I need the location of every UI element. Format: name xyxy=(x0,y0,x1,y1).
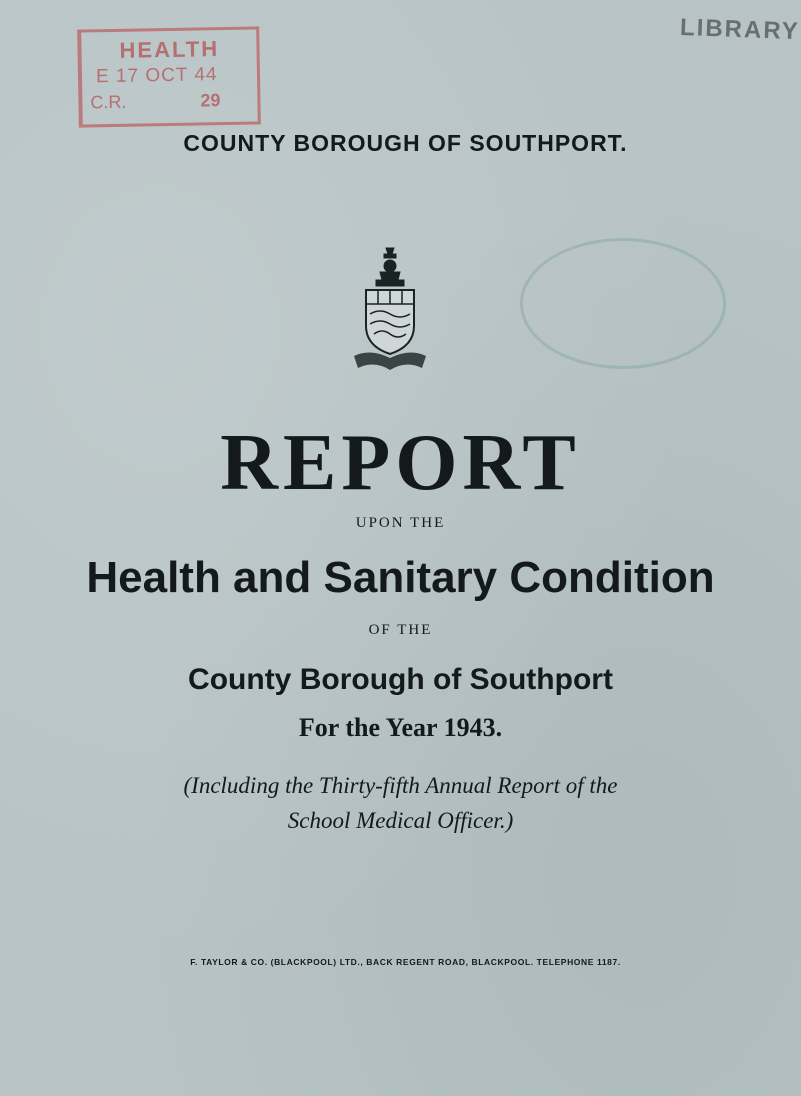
report-title: REPORT xyxy=(220,419,581,507)
received-stamp xyxy=(77,26,261,127)
upon-the-line: UPON THE xyxy=(355,515,446,531)
including-line-1: (Including the Thirty-fifth Annual Report of the xyxy=(183,773,618,798)
stamp-dept: HEALTH xyxy=(119,36,220,63)
including-line-2: School Medical Officer.) xyxy=(287,808,514,833)
stamp-code: C.R. xyxy=(90,91,127,113)
county-title: COUNTY BOROUGH OF SOUTHPORT. xyxy=(183,130,628,156)
subject-title: Health and Sanitary Condition xyxy=(86,553,715,602)
year-line: For the Year 1943. xyxy=(298,713,503,742)
stamp-number: 29 xyxy=(200,90,221,111)
of-the-line: OF THE xyxy=(368,622,433,638)
library-stamp: LIBRARY xyxy=(679,13,801,46)
borough-title: County Borough of Southport xyxy=(188,663,613,696)
including-note xyxy=(0,768,801,838)
stamp-date: E 17 OCT 44 xyxy=(95,64,218,88)
borough-crest-icon xyxy=(350,244,430,374)
faded-stamp xyxy=(520,238,726,369)
printer-imprint: F. TAYLOR & CO. (BLACKPOOL) LTD., BACK REGENT ROAD, BLACKPOOL. TELEPHONE 1187. xyxy=(190,957,621,967)
